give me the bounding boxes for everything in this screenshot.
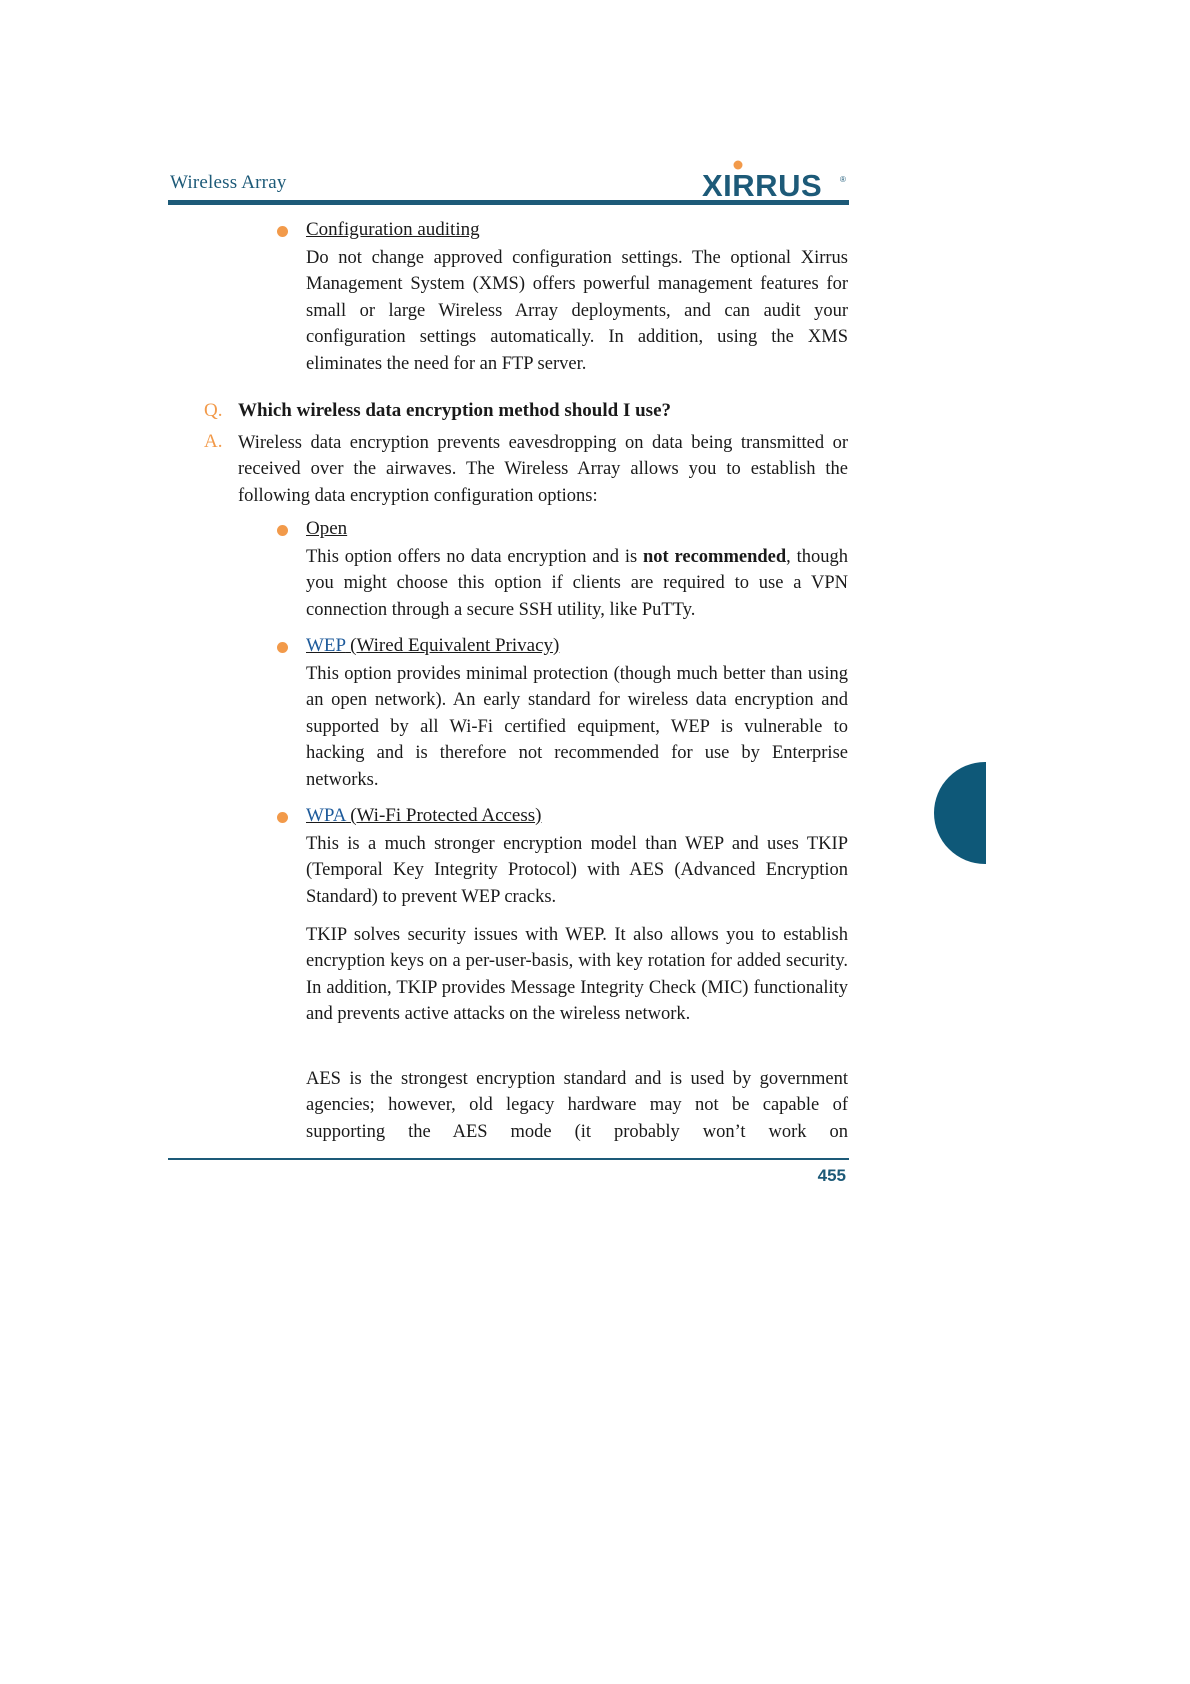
config-audit-title: Configuration auditing bbox=[306, 219, 480, 240]
open-body-text: This option offers no data encryption and is bbox=[306, 547, 643, 567]
wpa-option-body-1: This is a much stronger encryption model than WEP and uses TKIP (Temporal Key Integrity Protocol) with AES (Advanced Encryption Standard) to prevent WEP cracks. bbox=[306, 834, 848, 907]
wep-option-title bbox=[306, 635, 559, 657]
wpa-option-body-3: AES is the strongest encryption standard and is used by government agencies; however, old legacy hardware may not be capable of supporting the AES mode (it probably won’t work on bbox=[306, 1069, 848, 1142]
wpa-option-body-2: TKIP solves security issues with WEP. It also allows you to establish encryption keys on a per-user-basis, with key rotation for added security. In addition, TKIP provides Message Integrity Check (MIC) functionality and prevents active attacks on the wireless network. bbox=[306, 925, 848, 1025]
running-header: Wireless Array bbox=[170, 172, 287, 193]
wep-link[interactable]: WEP bbox=[306, 635, 346, 656]
wpa-link[interactable]: WPA bbox=[306, 805, 346, 826]
wep-title-text: (Wired Equivalent Privacy) bbox=[345, 635, 560, 656]
wpa-option-title bbox=[306, 805, 541, 827]
open-option-body bbox=[306, 544, 848, 623]
chapter-tab-marker bbox=[934, 762, 986, 864]
footer-rule bbox=[168, 1158, 849, 1160]
page-number: 455 bbox=[817, 1166, 846, 1185]
open-body-text-end: , though you might choose this option if clients are required to use a VPN connection through a secure SSH utility, like PuTTy. bbox=[306, 547, 849, 620]
bullet-icon bbox=[277, 226, 288, 237]
not-recommended-emphasis: not recommended bbox=[642, 547, 787, 567]
bullet-icon bbox=[277, 642, 288, 653]
svg-text:®: ® bbox=[840, 175, 846, 184]
bullet-icon bbox=[277, 812, 288, 823]
bullet-icon bbox=[277, 525, 288, 536]
question-mark-label: Q. bbox=[204, 400, 223, 421]
answer-mark-label: A. bbox=[204, 431, 223, 452]
open-option-title: Open bbox=[306, 518, 348, 539]
answer-text: Wireless data encryption prevents eavesdropping on data being transmitted or received over the airwaves. The Wireless Array allows you to establish the following data encryption configuration options: bbox=[238, 433, 848, 506]
wpa-title-text: (Wi-Fi Protected Access) bbox=[345, 805, 542, 826]
logo-text: XIRRUS bbox=[702, 168, 823, 200]
question-text: Which wireless data encryption method should I use? bbox=[238, 400, 672, 421]
wep-option-body: This option provides minimal protection (though much better than using an open network). An early standard for wireless data encryption and supported by all Wi-Fi certified equipment, WEP is vulnerable to hacking and is therefore not recommended for use by Enterprise networks. bbox=[306, 664, 848, 790]
xirrus-logo bbox=[700, 160, 850, 200]
config-audit-body: Do not change approved configuration settings. The optional Xirrus Management System (XMS) offers powerful management features for small or large Wireless Array deployments, and can audit your configuration settings automatically. In addition, using the XMS eliminates the need for an FTP server. bbox=[306, 248, 848, 374]
header-rule bbox=[168, 200, 849, 205]
